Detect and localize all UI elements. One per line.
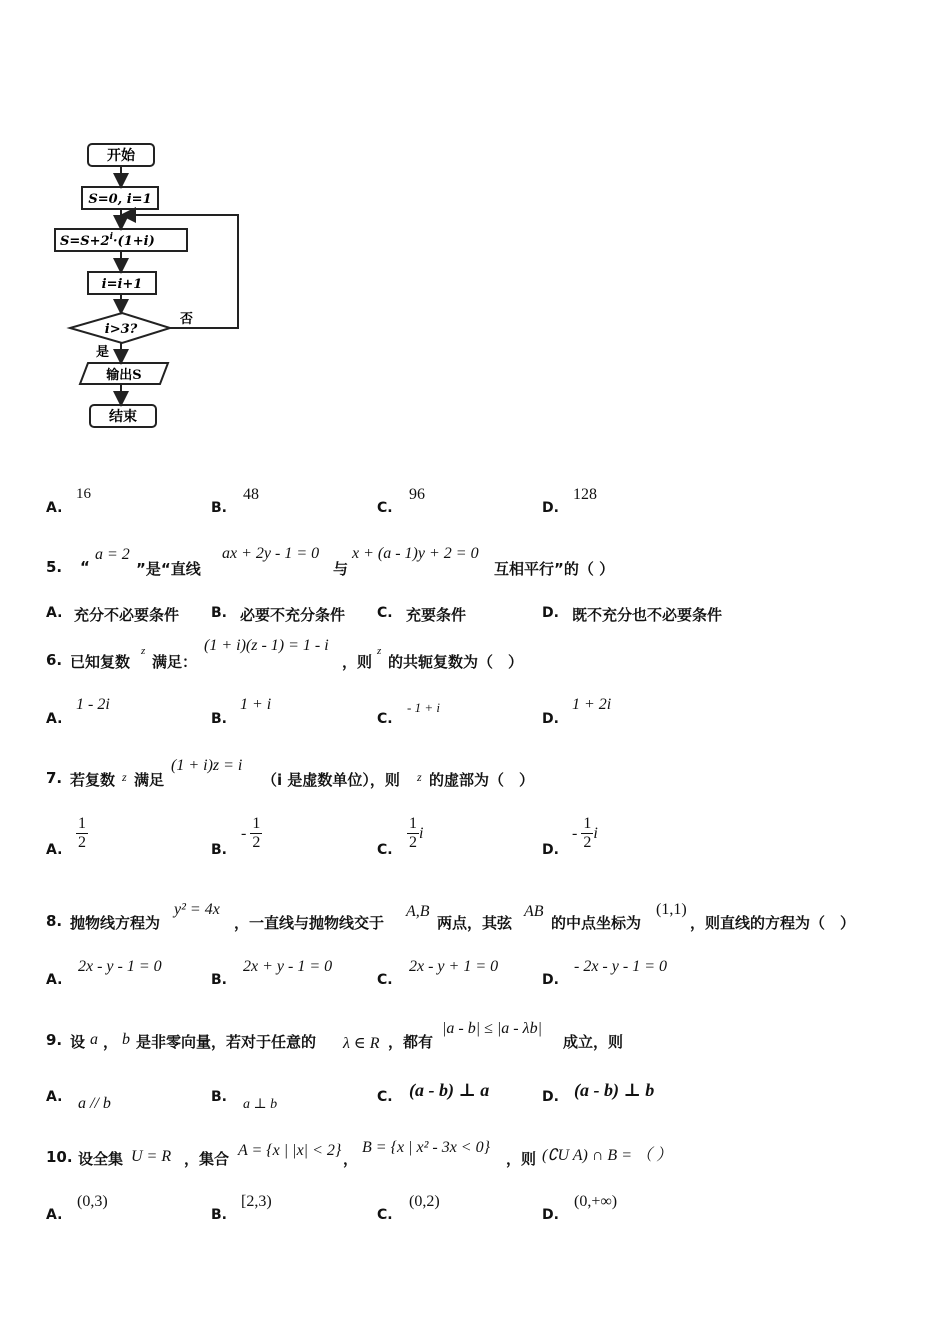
q8-text2: ，一直线与抛物线交于 bbox=[234, 914, 385, 932]
q8-text1: 抛物线方程为 bbox=[70, 914, 161, 932]
q10-set-b: B = {x | x² - 3x < 0} bbox=[362, 1139, 490, 1156]
q7-number: 7. bbox=[46, 769, 63, 787]
q5-option-c-value: 充要条件 bbox=[406, 606, 467, 624]
q7-text3: （i 是虚数单位），则 bbox=[262, 771, 400, 789]
q7-text4: 的虚部为（ ） bbox=[429, 771, 535, 789]
q10-text2: ，集合 bbox=[184, 1150, 230, 1168]
q9-option-a-value: a // b bbox=[78, 1095, 111, 1112]
q10-option-b-value: [2,3) bbox=[241, 1193, 272, 1210]
q10-option-d-label: D. bbox=[542, 1207, 559, 1223]
q4-option-d-value: 128 bbox=[573, 486, 597, 503]
q7-option-c-suffix: i bbox=[419, 825, 424, 842]
q5-condition: a = 2 bbox=[95, 546, 130, 563]
q6-text4: 的共轭复数为（ ） bbox=[388, 653, 524, 671]
q5-open-quote: “ bbox=[80, 558, 90, 576]
q5-option-c-label: C. bbox=[377, 605, 393, 621]
q4-option-a-value: 16 bbox=[76, 486, 91, 502]
q9-text3: ，都有 bbox=[388, 1033, 434, 1051]
q7-option-b-sign: - bbox=[241, 825, 247, 842]
q7-option-a-num: 1 bbox=[78, 815, 86, 832]
q7-option-d-suffix: i bbox=[593, 825, 598, 842]
q7-option-d-num: 1 bbox=[583, 815, 592, 832]
q9-option-d-value: (a - b) ⊥ b bbox=[574, 1080, 655, 1100]
q6-text2: 满足： bbox=[152, 653, 198, 671]
flow-no-label: 否 bbox=[180, 312, 194, 327]
q7-option-b-num: 1 bbox=[252, 815, 261, 832]
flowchart bbox=[40, 130, 260, 440]
q9-option-b-label: B. bbox=[211, 1089, 227, 1105]
q7-option-b-label: B. bbox=[211, 842, 227, 858]
q10-sep: ， bbox=[343, 1150, 359, 1168]
q8-text5: ，则直线的方程为（ ） bbox=[690, 914, 856, 932]
q8-points: A,B bbox=[406, 903, 430, 920]
q10-text1: 设全集 bbox=[78, 1150, 124, 1168]
q9-number: 9. bbox=[46, 1031, 63, 1049]
q7-var2: z bbox=[417, 770, 422, 784]
q5-option-d-value: 既不充分也不必要条件 bbox=[572, 606, 723, 624]
q8-option-a-value: 2x - y - 1 = 0 bbox=[78, 958, 162, 975]
q6-option-b-value: 1 + i bbox=[240, 696, 272, 713]
q9-b: b bbox=[122, 1031, 130, 1048]
q10-expression: (∁U A) ∩ B = （ ） bbox=[542, 1147, 673, 1164]
q7-option-d-label: D. bbox=[542, 842, 559, 858]
q5-text-mid1: ”是“直线 bbox=[136, 560, 201, 578]
q8-option-b-label: B. bbox=[211, 972, 227, 988]
q9-lambda: λ ∈ R bbox=[343, 1035, 380, 1052]
flow-end-text: 结束 bbox=[109, 409, 137, 425]
q9-option-a-label: A. bbox=[46, 1089, 63, 1105]
q9-text4: 成立，则 bbox=[563, 1033, 624, 1051]
q7-option-a-den: 2 bbox=[78, 834, 86, 851]
q10-option-c-value: (0,2) bbox=[409, 1193, 440, 1210]
svg-text:S=S+2i·(1+i) bbox=[60, 232, 155, 249]
q8-option-d-value: - 2x - y - 1 = 0 bbox=[574, 958, 667, 975]
q6-option-c-value: - 1 + i bbox=[407, 700, 440, 715]
flow-update-s-exp: i bbox=[109, 232, 114, 242]
q4-option-a-label: A. bbox=[46, 500, 63, 516]
q7-text2: 满足 bbox=[134, 771, 165, 789]
q6-option-a-label: A. bbox=[46, 711, 63, 727]
q10-option-d-value: (0,+∞) bbox=[574, 1193, 618, 1210]
q10-set-a: A = {x | |x| < 2} bbox=[238, 1142, 342, 1159]
q5-option-b-label: B. bbox=[211, 605, 227, 621]
q6-option-d-label: D. bbox=[542, 711, 559, 727]
q8-option-a-label: A. bbox=[46, 972, 63, 988]
q10-number: 10. bbox=[46, 1148, 73, 1166]
q5-option-b-value: 必要不充分条件 bbox=[240, 606, 346, 624]
q5-line1: ax + 2y - 1 = 0 bbox=[222, 545, 320, 562]
q9-option-c-value: (a - b) ⊥ a bbox=[409, 1080, 490, 1100]
q5-text-mid2: 与 bbox=[333, 560, 349, 578]
q6-option-c-label: C. bbox=[377, 711, 393, 727]
q9-sep: ， bbox=[103, 1033, 119, 1051]
flow-update-s-text: S=S+2 bbox=[60, 234, 110, 249]
q9-inequality: |a - b| ≤ |a - λb| bbox=[442, 1020, 542, 1037]
flow-update-i-text: i=i+1 bbox=[101, 277, 143, 292]
q8-midpoint: (1,1) bbox=[656, 901, 687, 918]
q8-option-b-value: 2x + y - 1 = 0 bbox=[243, 958, 333, 975]
q7-equation: (1 + i)z = i bbox=[171, 757, 243, 774]
flow-start-text: 开始 bbox=[107, 148, 135, 164]
q10-text3: ，则 bbox=[506, 1150, 537, 1168]
q4-option-b-label: B. bbox=[211, 500, 227, 516]
q9-option-c-label: C. bbox=[377, 1089, 393, 1105]
q10-option-a-label: A. bbox=[46, 1207, 63, 1223]
q7-option-c-label: C. bbox=[377, 842, 393, 858]
q5-tail: 互相平行”的（ ） bbox=[494, 560, 615, 578]
q5-option-d-label: D. bbox=[542, 605, 559, 621]
q4-option-c-value: 96 bbox=[409, 486, 425, 503]
q4-option-d-label: D. bbox=[542, 500, 559, 516]
q8-option-d-label: D. bbox=[542, 972, 559, 988]
q7-option-c-den: 2 bbox=[409, 834, 417, 851]
q4-option-c-label: C. bbox=[377, 500, 393, 516]
q10-universal-set: U = R bbox=[131, 1148, 172, 1165]
q9-a: a bbox=[90, 1031, 98, 1048]
flow-condition-text: i>3? bbox=[104, 322, 138, 337]
q6-var2: z bbox=[377, 645, 382, 657]
q6-text3: ，则 bbox=[342, 653, 373, 671]
q6-text1: 已知复数 bbox=[70, 653, 131, 671]
q10-option-c-label: C. bbox=[377, 1207, 393, 1223]
q8-text4: 的中点坐标为 bbox=[551, 914, 642, 932]
q6-number: 6. bbox=[46, 651, 63, 669]
q7-var: z bbox=[122, 770, 127, 784]
q4-option-b-value: 48 bbox=[243, 486, 259, 503]
q7-option-c-num: 1 bbox=[409, 815, 417, 832]
q8-option-c-value: 2x - y + 1 = 0 bbox=[409, 958, 499, 975]
q6-option-b-label: B. bbox=[211, 711, 227, 727]
q5-option-a-value: 充分不必要条件 bbox=[74, 606, 180, 624]
q5-number: 5. bbox=[46, 558, 63, 576]
q7-option-d-sign: - bbox=[572, 825, 578, 842]
flow-update-s-tail: ·(1+i) bbox=[113, 234, 155, 249]
q8-number: 8. bbox=[46, 912, 63, 930]
q7-text1: 若复数 bbox=[70, 771, 116, 789]
q8-chord: AB bbox=[524, 903, 544, 920]
q7-option-b-den: 2 bbox=[252, 834, 261, 851]
flow-init-text: S=0, i=1 bbox=[88, 192, 152, 207]
q7-option-a-label: A. bbox=[46, 842, 63, 858]
q6-option-d-value: 1 + 2i bbox=[572, 696, 612, 713]
q5-option-a-label: A. bbox=[46, 605, 63, 621]
flow-output-text: 输出S bbox=[106, 368, 142, 383]
q8-option-c-label: C. bbox=[377, 972, 393, 988]
q9-option-d-label: D. bbox=[542, 1089, 559, 1105]
q10-option-b-label: B. bbox=[211, 1207, 227, 1223]
q6-option-a-value: 1 - 2i bbox=[76, 696, 110, 713]
flow-yes-label: 是 bbox=[96, 345, 110, 360]
q6-var: z bbox=[141, 645, 146, 657]
q10-option-a-value: (0,3) bbox=[77, 1193, 108, 1210]
q9-option-b-value: a ⊥ b bbox=[243, 1097, 278, 1112]
q9-text1: 设 bbox=[70, 1033, 86, 1051]
q8-text3: 两点，其弦 bbox=[437, 914, 513, 932]
q7-option-d-den: 2 bbox=[583, 834, 592, 851]
q5-line2: x + (a - 1)y + 2 = 0 bbox=[352, 545, 479, 562]
q6-equation: (1 + i)(z - 1) = 1 - i bbox=[204, 637, 329, 654]
q8-equation: y² = 4x bbox=[174, 901, 220, 918]
q9-text2: 是非零向量，若对于任意的 bbox=[136, 1033, 317, 1051]
